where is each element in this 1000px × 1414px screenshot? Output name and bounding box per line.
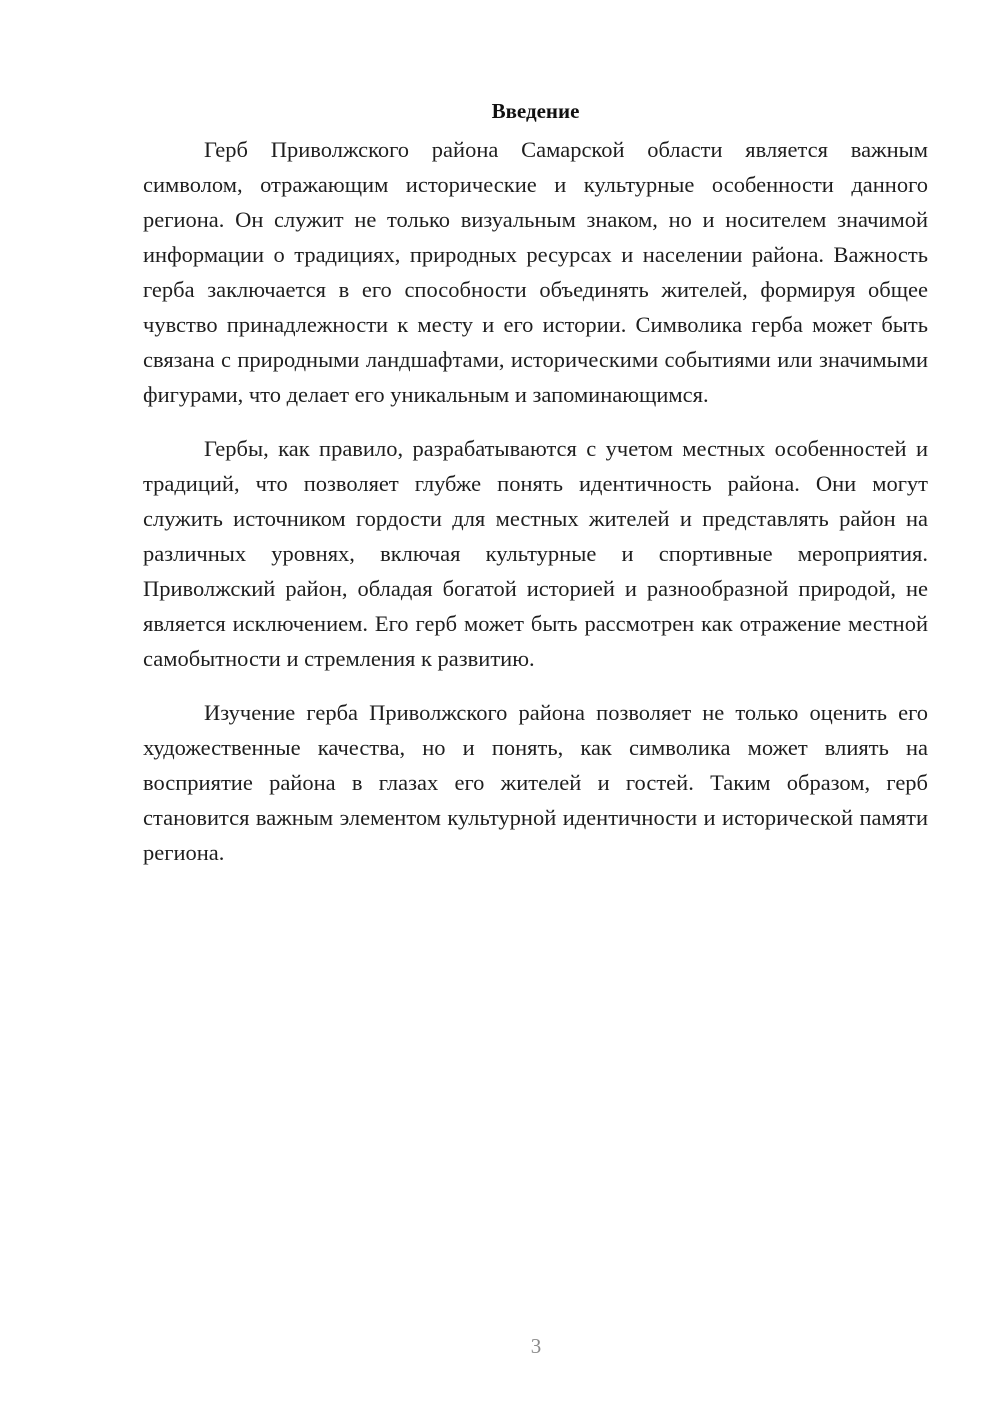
page-number: 3 <box>530 1334 542 1358</box>
page-content <box>143 96 928 889</box>
paragraph-3: Изучение герба Приволжского района позволяет не только оценить его художественные качества, но и понять, как символика может влиять на восприятие района в глазах его жителей и гостей. Таким образом, герб становится важным элементом культурной идентичности и исторической памяти региона. <box>143 700 928 865</box>
paragraph-1: Герб Приволжского района Самарской области является важным символом, отражающим исторические и культурные особенности данного региона. Он служит не только визуальным знаком, но и носителем значимой информации о традициях, природных ресурсах и населении района. Важность герба заключается в его способности объединять жителей, формируя общее чувство принадлежности к месту и его истории. Символика герба может быть связана с природными ландшафтами, историческими событиями или значимыми фигурами, что делает его уникальным и запоминающимся. <box>143 137 928 407</box>
section-heading: Введение <box>491 99 580 123</box>
paragraph-2: Гербы, как правило, разрабатываются с учетом местных особенностей и традиций, что позволяет глубже понять идентичность района. Они могут служить источником гордости для местных жителей и представлять район на различных уровнях, включая культурные и спортивные мероприятия. Приволжский район, обладая богатой историей и разнообразной природой, не является исключением. Его герб может быть рассмотрен как отражение местной самобытности и стремления к развитию. <box>143 436 928 671</box>
